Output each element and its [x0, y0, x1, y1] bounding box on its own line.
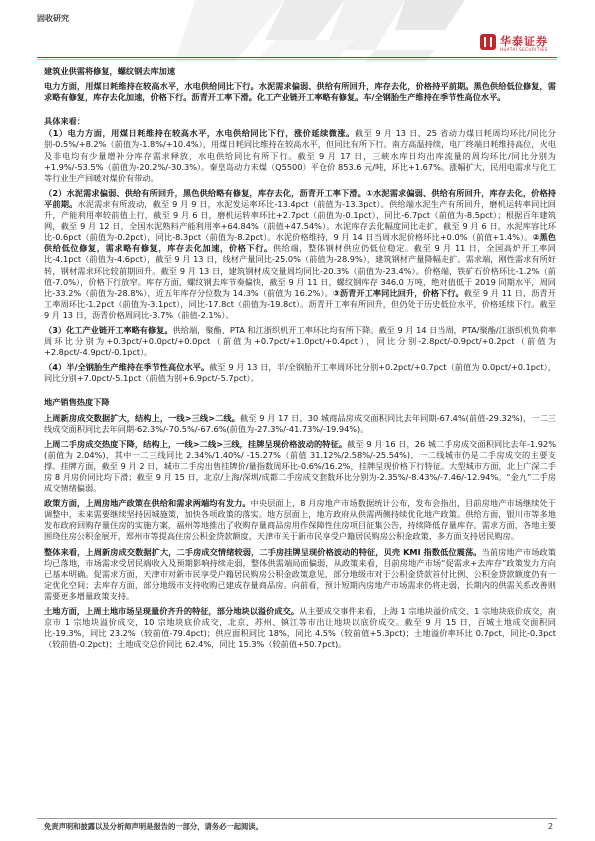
header-geometric-graphic — [175, 0, 465, 62]
paragraph-land: 土地方面，上周土地市场呈现量价齐升的特征，部分地块以溢价成交。从主要成交事件来看，上海 1 宗地块溢价成交、1 宗地块底价成交，南京市 1 宗地块溢价成交，10 宗地块底价成交，北京、苏州、镇江等市出让地块以底价成交。截至 9 月 15 日，百城土地成交面积同比-19.3%，同比 23.2%（较前值-79.4pct)；供应面积同比 18%，同比 4.5%（较前值+5.3pct)；土地溢价率环比 0.7pct，同比-0.3pct（较前值-0.2pct)；土地成交总价同比 62.4%，同比 15.3%（较前值+50.7pct)。 — [44, 606, 556, 650]
header-rule — [37, 57, 557, 58]
header-rule-thin — [37, 59, 557, 60]
realestate-title: 地产销售热度下降 — [44, 397, 110, 408]
footer-rule — [37, 818, 557, 819]
doc-type: 固收研究 — [37, 14, 69, 23]
report-body — [44, 66, 556, 654]
logo-chinese-name: 华泰证券 — [500, 35, 548, 48]
intro-summary: 电力方面，用煤日耗维持在较高水平，水电供给同比下行。水泥需求偏弱、供给有所回升，库存去化，价格持平前期。黑色供给低位修复，需求略有修复，库存去化加速，价格下行。沥青开工率下滑。化工产业链开工率略有修复。车/全钢胎生产维持在季节性高位水平。 — [44, 81, 556, 103]
section-headline: 建筑业供需将修复，螺纹钢去库加速 — [44, 66, 176, 76]
paragraph-tire: （4）半/全钢胎生产维持在季节性高位水平。截至 9 月 13 日，半/全钢胎开工率周环比分别+0.2pct/+0.7pct（前值为 0.0pct/+0.1pct），同比分别+7.0pct/-5.1pct（前值为别+6.9pct/-5.7pct）。 — [44, 362, 556, 384]
paragraph-cement-steel: （2）水泥需求偏弱、供给有所回升，黑色供给略有修复，库存去化，沥青开工率下滑。①水泥需求偏弱、供给有所回升，库存去化，价格持平前期。水泥需求有所波动，截至 9 月 9 日，水泥发运率环比-13.4pct（前值为-13.3pct）。供给端水泥生产有所回升，磨机运转率同比回升，产能利用率较前值上行，截至 9 月 6 日，磨机运转率环比+2.7pct（前值为-0.1pct），同比-6.7pct（前值为-8.5pct）；根据百年建筑网，截至 9 月 12 日，全国水泥熟料产能利用率+64.84%（前值+47.54%）。水泥库存去化幅度同比走扩，截至 9 月 6 日，水泥库容比环比-0.6pct（前值为-0.2pct），同比-8.3pct（前值为-8.2pct）。水泥价格维持，9 月 14 日当周水泥价格环比+0.0%（前值+1.4%）。②黑色供给低位修复，需求略有修复，库存去化加速，价格下行。供给端，整体钢材供应仍低位稳定。截至 9 月 11 日，全国高炉开工率同比-4.1pct（前值为-4.6pct），截至 9 月 13 日，线材产量同比-25.0%（前值为-28.9%），建筑钢材产量降幅走扩。需求端，刚性需求有所好转，钢材需求环比较前期回升。截至 9 月 13 日，建筑钢材成交量周均同比-20.3%（前值为-23.4%）。价格端，铁矿石价格环比-1.2%（前值-7.0%），价格下行放窄。库存方面，螺纹钢去库节奏偏快，截至 9 月 11 日，螺纹钢库存 346.0 万吨，绝对值低于 2019 同期水平，周同比-33.2%（前值为-28.8%），近五年库存分位数为 14.3%（前值为 16.2%）。③沥青开工率同比回升，价格下行。截至 9 月 11 日，沥青开工率周环比-1.2pct（前值为-3.1pct），同比-17.8ct（前值为-19.8ct）。沥青开工率有所回升，但仍处于历史低位水平，价格延续下行。截至 9 月 13 日，沥青价格周同比-3.7%（前值-2.1%）。 — [44, 187, 556, 320]
paragraph-policy: 政策方面，上周房地产政策在供给和需求两端均有发力。中央层面上，8 月房地产市场数据统计公布，发布会指出，目前房地产市场继续处于调整中，未来需要继续坚持因城施策，加快各项政策的落实。地方层面上，地方政府从供需两侧持续优化地产政策。供给方面，银川市等多地发布政府回购存量住房的实施方案，福州等地推出了收购存量商品房用作保障性住房项目征集公告，持续降低存量库存。需求方面，各地主要围绕住房公积金展开，郑州市等提高住房公积金贷款额度，天津市关于新市民享受户籍居民购房公积金政策，多方面支持居民购房。 — [44, 498, 556, 542]
logo-english-name: HUATAI SECURITIES — [500, 47, 548, 52]
page-number: 2 — [548, 822, 554, 831]
footer-disclaimer: 免责声明和披露以及分析师声明是报告的一部分，请务必一起阅读。 — [44, 822, 263, 831]
detail-label: 具体来看： — [44, 116, 85, 127]
paragraph-new-home: 上周新房成交数据扩大，结构上，一线>三线>二线。截至 9 月 17 日，30 城商品房成交面积同比去年同期-67.4%(前值-29.32%)，一二三线成交面积同比去年同期-62.3%/-70.5%/-67.6%(前值为-27.3%/-41.73%/-19.94%)。 — [44, 412, 556, 434]
paragraph-chemical: （3）化工产业链开工率略有修复。供给端，聚酯、PTA 和江浙织机开工率环比均有所下降。截至 9 月 14 日当周，PTA/聚酯/江浙织机负荷率周环比分别为+0.3pct/+0.0pct/+0.0pct（前值为+0.7pct/+1.0pct/+0.4pct），同比分别-2.8pct/-0.9pct/+0.2pct（前值为+2.8pct/-4.9pct/-0.1pct）。 — [44, 324, 557, 358]
huatai-logo-mark — [480, 34, 496, 50]
paragraph-overall: 整体来看，上周新房成交数据扩大，二手房成交情绪较弱，二手房挂牌呈现价格波动的特征，贝壳 KMI 指数低位震荡。当前房地产市场政策均已落地，市场需求受居民端收入及预期影响持续走弱，整体供需端局面偏弱，从政策来看，目前房地产市场“促需求+去库存”政策发力方向已基本明确。促需求方面，天津市对新市民享受户籍居民购房公积金政策意见，部分地级市对于公积金贷款首付比例、公积金贷款额度仍有一定优化空间；去库存方面，部分地级市支持收购已建成存量商品房。向前看，预计短期内房地产市场需求仍将走弱，长期内的供需关系改善则需要更多增量政策支持。 — [44, 546, 556, 601]
paragraph-power: （1）电力方面，用煤日耗维持在较高水平，水电供给同比下行，涨价延续微涨。截至 9 月 13 日，25 省动力煤日耗周均环比/同比分别-0.5%/+8.2%（前值为-1.8%/+10.4%），用煤日耗同比维持在较高水平，但同比有所下行。南方高温持续，电厂终端日耗维持高位，火电及非电均有少量增补分库存需求释放，水电供给同比有所下行。截至 9 月 17 日，三峡水库日均出库流量的周均环比/同比分别为+1.9%/-53.5%（前值为-20.2%/-30.3%）。秦皇岛动力末煤（Q5500）平仓价 853.6 元/吨，环比+1.67%。涨幅扩大，民用电需求与化工等行业生产回暖对煤价有带动。 — [44, 128, 556, 183]
paragraph-second-hand: 上周二手房成交热度下降，结构上，一线>二线>三线，挂牌呈现价格波动的特征。截至 9 月 16 日，26 城二手房成交面积同比去年-1.92%(前值为 2.04%)，其中一二三线同比 2.34%/1.40%/ -15.27%（前值 31.12%/2.58%/-25.54%)，一二线城市仍是二手房成交的主要支撑。挂牌方面，截至 9 月 2 日，城市二手房出售挂牌价/量指数周环比-0.6%/16.2%，挂牌呈现价格下行特征。大型城市方面，北上广深二手房 8 月房价同比均下滑；截至 9 月 15 日，北京/上海/深圳/成都二手房成交套数环比分别为-2.35%/-8.43%/-7.46/-12.94%。“金九”二手房成交情绪偏弱。 — [44, 438, 556, 494]
huatai-logo — [480, 33, 560, 55]
